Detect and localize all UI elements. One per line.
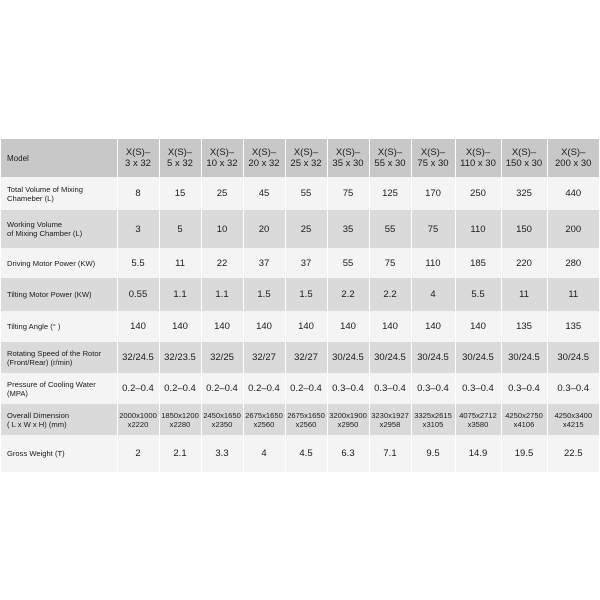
table-cell: 3.3 (201, 435, 243, 472)
model-header-cell-line: X(S)– (251, 147, 277, 158)
table-cell: 30/24.5 (327, 342, 369, 373)
table-cell: 0.2–0.4 (243, 373, 285, 404)
table-cell: 5.5 (117, 248, 159, 278)
table-cell: 8 (117, 177, 159, 210)
table-cell: 110 (411, 248, 455, 278)
model-header-cell-line: 35 x 30 (332, 158, 364, 169)
row-label (1, 435, 117, 472)
row-label (1, 404, 117, 435)
table-cell: 1.1 (159, 278, 201, 311)
table-cell-line: 2450x1650 (203, 410, 241, 420)
table-cell (369, 404, 411, 435)
table-cell: 15 (159, 177, 201, 210)
model-header-cell-line: 25 x 32 (290, 158, 322, 169)
table-cell: 4 (243, 435, 285, 472)
model-header-cell-line: X(S)– (465, 147, 491, 158)
table-cell: 6.3 (327, 435, 369, 472)
table-cell (411, 404, 455, 435)
table-cell-line: x4106 (513, 419, 535, 429)
table-cell: 75 (369, 248, 411, 278)
table-cell (455, 404, 501, 435)
model-header-cell-line: 200 x 30 (555, 158, 592, 169)
model-header-cell-line: 75 x 30 (417, 158, 449, 169)
table-cell: 11 (159, 248, 201, 278)
model-header-cell-line: X(S)– (125, 147, 151, 158)
table-cell: 140 (369, 311, 411, 342)
table-cell: 0.2–0.4 (159, 373, 201, 404)
table-cell: 30/24.5 (411, 342, 455, 373)
table-cell: 140 (285, 311, 327, 342)
table-cell: 22.5 (547, 435, 599, 472)
spec-table-container (1, 139, 599, 472)
table-cell: 30/24.5 (547, 342, 599, 373)
table-cell: 55 (285, 177, 327, 210)
model-header-cell-line: 5 x 32 (167, 158, 193, 169)
spec-table (1, 139, 599, 472)
table-cell: 5.5 (455, 278, 501, 311)
row-label-line: of Mixing Chamber (L) (7, 229, 83, 238)
table-cell (547, 404, 599, 435)
table-cell: 9.5 (411, 435, 455, 472)
row-label (1, 342, 117, 373)
row-label (1, 248, 117, 278)
table-cell (501, 404, 547, 435)
table-row (1, 311, 599, 342)
table-row (1, 278, 599, 311)
table-cell: 25 (201, 177, 243, 210)
row-label (1, 373, 117, 404)
table-cell-line: 4250x2750 (505, 410, 543, 420)
row-label-line: Overall Dimension (7, 410, 70, 420)
table-cell-line: x3580 (467, 419, 489, 429)
table-cell-line: 2675x1650 (287, 410, 325, 420)
table-cell: 2.2 (369, 278, 411, 311)
table-cell (285, 404, 327, 435)
table-cell (327, 404, 369, 435)
table-cell: 135 (501, 311, 547, 342)
table-cell-line: 4075x2712 (459, 410, 497, 420)
table-cell: 0.2–0.4 (117, 373, 159, 404)
table-cell: 55 (327, 248, 369, 278)
model-header-cell (455, 139, 501, 177)
table-cell-line: x3105 (422, 419, 444, 429)
table-cell: 19.5 (501, 435, 547, 472)
table-cell-line: x2220 (127, 419, 149, 429)
row-label-line: Driving Motor Power (KW) (7, 258, 96, 268)
table-cell: 14.9 (455, 435, 501, 472)
header-label: Model (1, 139, 117, 177)
table-cell-line: 3230x1927 (371, 410, 409, 420)
model-header-cell-line: X(S)– (511, 147, 537, 158)
table-cell: 140 (201, 311, 243, 342)
table-cell: 170 (411, 177, 455, 210)
table-cell: 4 (411, 278, 455, 311)
table-cell-line: 4250x3400 (554, 410, 593, 420)
table-cell-line: 2675x1650 (245, 410, 283, 420)
table-cell: 0.3–0.4 (411, 373, 455, 404)
table-cell: 2.2 (327, 278, 369, 311)
table-cell: 0.2–0.4 (285, 373, 327, 404)
model-header-cell-line: X(S)– (209, 147, 235, 158)
table-row (1, 373, 599, 404)
table-cell: 3 (117, 210, 159, 248)
row-label (1, 210, 117, 248)
table-cell-line: x2280 (169, 419, 191, 429)
model-header-cell-line: 110 x 30 (460, 158, 496, 169)
table-cell: 0.2–0.4 (201, 373, 243, 404)
table-cell: 140 (159, 311, 201, 342)
table-cell: 220 (501, 248, 547, 278)
model-header-cell (201, 139, 243, 177)
table-cell-line: x2350 (211, 419, 233, 429)
table-cell (159, 404, 201, 435)
table-cell: 1.5 (243, 278, 285, 311)
row-label-line: Gross Weight (T) (7, 449, 65, 458)
table-cell: 30/24.5 (501, 342, 547, 373)
model-header-cell-line: X(S)– (420, 147, 446, 158)
table-cell: 30/24.5 (455, 342, 501, 373)
table-cell: 11 (547, 278, 599, 311)
model-header-cell (547, 139, 599, 177)
table-cell: 7.1 (369, 435, 411, 472)
table-cell: 4.5 (285, 435, 327, 472)
table-cell: 55 (369, 210, 411, 248)
table-cell: 0.3–0.4 (455, 373, 501, 404)
table-cell (201, 404, 243, 435)
table-cell-line: x2958 (379, 419, 401, 429)
row-label-line: Pressure of Cooling Water (7, 379, 96, 389)
table-cell: 32/27 (285, 342, 327, 373)
table-cell: 440 (547, 177, 599, 210)
model-header-cell-line: 3 x 32 (125, 158, 151, 169)
table-cell: 125 (369, 177, 411, 210)
table-cell: 150 (501, 210, 547, 248)
row-label-line: Rotating Speed of the Rotor (7, 348, 102, 358)
model-header-cell (117, 139, 159, 177)
table-cell (117, 404, 159, 435)
model-header-cell (327, 139, 369, 177)
table-cell: 140 (243, 311, 285, 342)
table-cell: 32/24.5 (117, 342, 159, 373)
table-cell: 1.5 (285, 278, 327, 311)
model-header-cell-line: X(S)– (335, 147, 361, 158)
table-cell-line: x2560 (253, 419, 275, 429)
table-cell: 32/27 (243, 342, 285, 373)
table-cell-line: x4215 (562, 419, 584, 429)
row-label-line: (MPA) (7, 388, 28, 398)
row-label (1, 278, 117, 311)
model-header-cell-line: X(S)– (293, 147, 319, 158)
table-cell: 25 (285, 210, 327, 248)
row-label-line: Tilting Angle (° ) (7, 322, 61, 331)
model-header-cell-line: X(S)– (561, 147, 586, 158)
table-cell-line: x2950 (337, 419, 359, 429)
row-label (1, 311, 117, 342)
table-cell: 110 (455, 210, 501, 248)
table-cell-line: 1850x1200 (161, 410, 199, 420)
table-row (1, 177, 599, 210)
table-cell: 140 (455, 311, 501, 342)
model-header-cell-line: X(S)– (377, 147, 403, 158)
table-cell: 0.3–0.4 (327, 373, 369, 404)
table-cell: 325 (501, 177, 547, 210)
model-header-cell-line: X(S)– (167, 147, 193, 158)
table-cell: 10 (201, 210, 243, 248)
table-cell: 32/23.5 (159, 342, 201, 373)
table-cell: 1.1 (201, 278, 243, 311)
model-header-cell (501, 139, 547, 177)
table-cell: 20 (243, 210, 285, 248)
row-label (1, 177, 117, 210)
table-cell: 0.3–0.4 (547, 373, 599, 404)
table-cell: 75 (327, 177, 369, 210)
model-header-cell-line: 10 x 32 (206, 158, 238, 169)
row-label-line: Total Volume of Mixing (7, 184, 83, 194)
row-label-line: Chameber (L) (7, 193, 54, 203)
table-cell: 37 (285, 248, 327, 278)
table-cell: 2.1 (159, 435, 201, 472)
table-cell: 30/24.5 (369, 342, 411, 373)
table-cell: 22 (201, 248, 243, 278)
table-cell: 0.3–0.4 (369, 373, 411, 404)
table-cell: 75 (411, 210, 455, 248)
model-header-cell (411, 139, 455, 177)
table-cell: 140 (411, 311, 455, 342)
table-cell: 140 (117, 311, 159, 342)
table-row (1, 342, 599, 373)
header-row (1, 139, 599, 177)
table-cell: 200 (547, 210, 599, 248)
table-cell-line: 2000x1000 (119, 410, 157, 420)
table-cell: 35 (327, 210, 369, 248)
model-header-cell (285, 139, 327, 177)
table-cell-line: 3200x1900 (329, 410, 367, 420)
model-header-cell (159, 139, 201, 177)
table-cell: 280 (547, 248, 599, 278)
table-cell: 140 (327, 311, 369, 342)
table-row (1, 404, 599, 435)
row-label-line: (Front/Rear) (r/min) (7, 357, 73, 367)
row-label-line: Working Volume (7, 220, 63, 229)
table-cell (243, 404, 285, 435)
table-row (1, 210, 599, 248)
table-cell: 135 (547, 311, 599, 342)
table-cell: 0.55 (117, 278, 159, 311)
model-header-cell-line: 20 x 32 (248, 158, 280, 169)
row-label-line: ( L x W x H) (mm) (7, 419, 67, 429)
model-header-cell-line: 55 x 30 (374, 158, 406, 169)
model-header-cell-line: 150 x 30 (505, 158, 543, 169)
model-header-cell (369, 139, 411, 177)
table-cell-line: 3325x2615 (414, 410, 452, 420)
table-cell: 37 (243, 248, 285, 278)
table-cell: 2 (117, 435, 159, 472)
table-cell: 250 (455, 177, 501, 210)
table-cell: 185 (455, 248, 501, 278)
table-row (1, 248, 599, 278)
table-cell: 32/25 (201, 342, 243, 373)
table-cell: 0.3–0.4 (501, 373, 547, 404)
table-row (1, 435, 599, 472)
table-cell-line: x2560 (295, 419, 317, 429)
table-cell: 5 (159, 210, 201, 248)
table-cell: 45 (243, 177, 285, 210)
model-header-cell (243, 139, 285, 177)
row-label-line: Tilting Motor Power (KW) (7, 290, 92, 299)
table-cell: 11 (501, 278, 547, 311)
